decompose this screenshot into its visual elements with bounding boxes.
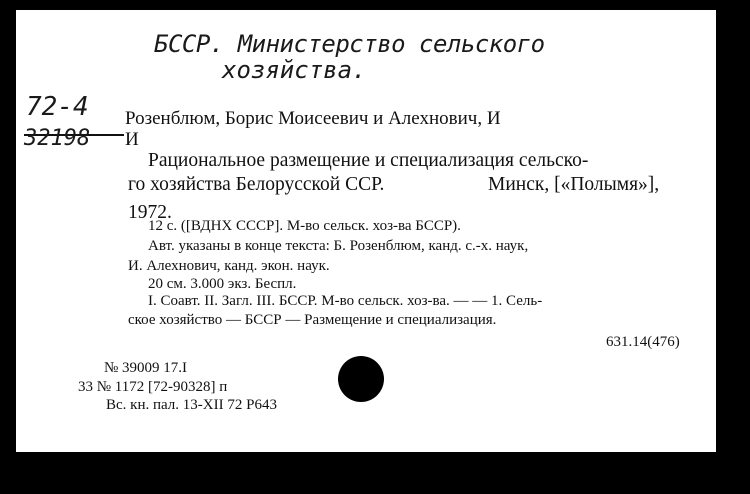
- card-initial: И: [125, 129, 139, 150]
- footer-line-1: № 39009 17.I: [104, 360, 188, 376]
- tracing-line-1: I. Соавт. II. Загл. III. БССР. М-во сельск. хоз-ва. — — 1. Сель-: [148, 293, 543, 309]
- footer-line-3: Вс. кн. пал. 13-XII 72 Р643: [106, 397, 277, 413]
- handwritten-header-line1: БССР. Министерство сельского: [154, 30, 545, 58]
- card-authors: Розенблюм, Борис Моисеевич и Алехнович, И: [125, 108, 501, 129]
- publication-year: 1972.: [128, 202, 172, 223]
- card-punch-hole: [338, 356, 384, 402]
- size-price: 20 см. 3.000 экз. Беспл.: [148, 276, 297, 292]
- title-line-1: Рациональное размещение и специализация сельско-: [148, 150, 589, 171]
- note-line-2: И. Алехнович, канд. экон. наук.: [128, 258, 330, 274]
- note-line-1: Авт. указаны в конце текста: Б. Розенблюм, канд. с.-х. наук,: [148, 238, 529, 254]
- footer-line-2: 33 № 1172 [72-90328] п: [78, 379, 228, 395]
- handwritten-header-line2: хозяйства.: [222, 56, 367, 84]
- imprint: Минск, [«Полымя»],: [488, 174, 660, 195]
- title-line-2: го хозяйства Белорусской ССР.: [128, 174, 385, 195]
- collation: 12 с. ([ВДНХ СССР]. М-во сельск. хоз-ва БССР).: [148, 218, 461, 234]
- classification-index: 631.14(476): [606, 334, 680, 350]
- catalog-card: [16, 10, 716, 452]
- tracing-line-2: ское хозяйство — БССР — Размещение и специализация.: [128, 312, 497, 328]
- handwritten-call-number: 72-4: [26, 92, 89, 122]
- handwritten-inventory-number: 32198: [24, 126, 91, 151]
